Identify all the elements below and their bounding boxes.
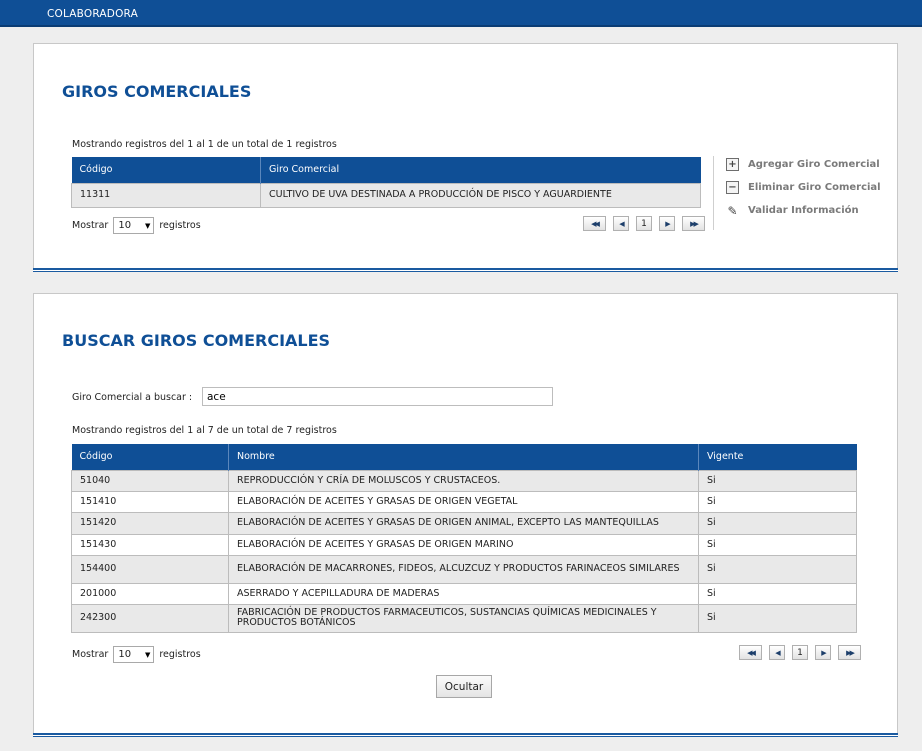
buscar-panel	[33, 293, 898, 737]
search-label: Giro Comercial a buscar :	[72, 392, 193, 403]
hide-button[interactable]: Ocultar	[436, 675, 492, 698]
page-size-value: 10	[118, 649, 132, 660]
buscar-heading: BUSCAR GIROS COMERCIALES	[62, 331, 331, 350]
minus-box-icon: −	[726, 181, 739, 194]
page-size-control	[72, 646, 201, 663]
cell-nombre: REPRODUCCIÓN Y CRÍA DE MOLUSCOS Y CRUSTACEOS.	[229, 470, 699, 491]
giros-heading: GIROS COMERCIALES	[62, 82, 252, 101]
cell-nombre: ELABORACIÓN DE ACEITES Y GRASAS DE ORIGEN VEGETAL	[229, 491, 699, 512]
show-suffix: registros	[159, 220, 201, 231]
col-header-codigo[interactable]: Código	[72, 157, 261, 183]
table-row[interactable]	[72, 491, 857, 512]
cell-giro: CULTIVO DE UVA DESTINADA A PRODUCCIÓN DE PISCO Y AGUARDIENTE	[261, 183, 701, 207]
remove-giro-button[interactable]	[726, 181, 881, 194]
add-giro-button[interactable]	[726, 158, 880, 171]
prev-page-icon[interactable]: ◀	[769, 645, 785, 660]
table-row[interactable]	[72, 583, 857, 604]
add-giro-label: Agregar Giro Comercial	[748, 159, 880, 170]
cell-vigente: Si	[699, 470, 857, 491]
app-title: COLABORADORA	[47, 8, 139, 20]
cell-nombre: ASERRADO Y ACEPILLADURA DE MADERAS	[229, 583, 699, 604]
prev-page-icon[interactable]: ◀	[613, 216, 629, 231]
cell-vigente: Si	[699, 491, 857, 512]
giros-summary: Mostrando registros del 1 al 1 de un total de 1 registros	[72, 139, 337, 150]
first-page-icon[interactable]: ◀◀	[739, 645, 762, 660]
page-size-select[interactable]	[113, 217, 154, 234]
edit-pencil-icon: ✎	[727, 203, 738, 218]
cell-vigente: Si	[699, 583, 857, 604]
search-input[interactable]	[202, 387, 553, 406]
last-page-icon[interactable]: ▶▶	[682, 216, 705, 231]
top-bar	[0, 0, 922, 27]
page-size-select[interactable]	[113, 646, 154, 663]
cell-nombre: FABRICACIÓN DE PRODUCTOS FARMACEUTICOS, SUSTANCIAS QUÍMICAS MEDICINALES Y PRODUCTOS BOTÁNICOS	[229, 604, 699, 632]
buscar-table	[71, 444, 857, 633]
col-header-codigo[interactable]: Código	[72, 444, 229, 470]
validate-info-label: Validar Información	[748, 205, 859, 216]
cell-vigente: Si	[699, 555, 857, 583]
next-page-icon[interactable]: ▶	[815, 645, 831, 660]
giros-table	[71, 157, 701, 208]
panel-divider	[33, 268, 898, 272]
cell-vigente: Si	[699, 604, 857, 632]
cell-codigo: 151410	[72, 491, 229, 512]
first-page-icon[interactable]: ◀◀	[583, 216, 606, 231]
plus-box-icon: +	[726, 158, 739, 171]
chevron-down-icon: ▼	[144, 221, 151, 230]
show-label: Mostrar	[72, 649, 109, 660]
show-label: Mostrar	[72, 220, 109, 231]
cell-codigo: 242300	[72, 604, 229, 632]
cell-codigo: 154400	[72, 555, 229, 583]
col-header-nombre[interactable]: Nombre	[229, 444, 699, 470]
col-header-giro[interactable]: Giro Comercial	[261, 157, 701, 183]
cell-nombre: ELABORACIÓN DE MACARRONES, FIDEOS, ALCUZCUZ Y PRODUCTOS FARINACEOS SIMILARES	[229, 555, 699, 583]
table-row[interactable]	[72, 470, 857, 491]
cell-codigo: 201000	[72, 583, 229, 604]
giros-pager	[583, 216, 705, 231]
panel-divider	[33, 733, 898, 737]
page-number[interactable]: 1	[636, 216, 652, 231]
cell-vigente: Si	[699, 534, 857, 555]
buscar-summary: Mostrando registros del 1 al 7 de un total de 7 registros	[72, 425, 337, 436]
table-row[interactable]	[72, 555, 857, 583]
cell-nombre: ELABORACIÓN DE ACEITES Y GRASAS DE ORIGEN MARINO	[229, 534, 699, 555]
validate-info-button[interactable]	[726, 204, 859, 217]
cell-codigo: 51040	[72, 470, 229, 491]
page-number[interactable]: 1	[792, 645, 808, 660]
last-page-icon[interactable]: ▶▶	[838, 645, 861, 660]
buscar-pager	[739, 645, 861, 660]
page-size-control	[72, 217, 201, 234]
table-row[interactable]	[72, 512, 857, 534]
col-header-vigente[interactable]: Vigente	[699, 444, 857, 470]
show-suffix: registros	[159, 649, 201, 660]
cell-vigente: Si	[699, 512, 857, 534]
next-page-icon[interactable]: ▶	[659, 216, 675, 231]
table-row[interactable]	[72, 183, 701, 207]
chevron-down-icon: ▼	[144, 650, 151, 659]
cell-codigo: 11311	[72, 183, 261, 207]
cell-codigo: 151420	[72, 512, 229, 534]
remove-giro-label: Eliminar Giro Comercial	[748, 182, 881, 193]
page-size-value: 10	[118, 220, 132, 231]
cell-nombre: ELABORACIÓN DE ACEITES Y GRASAS DE ORIGEN ANIMAL, EXCEPTO LAS MANTEQUILLAS	[229, 512, 699, 534]
giros-panel	[33, 43, 898, 272]
giros-actions	[713, 156, 893, 230]
table-row[interactable]	[72, 604, 857, 632]
cell-codigo: 151430	[72, 534, 229, 555]
table-row[interactable]	[72, 534, 857, 555]
